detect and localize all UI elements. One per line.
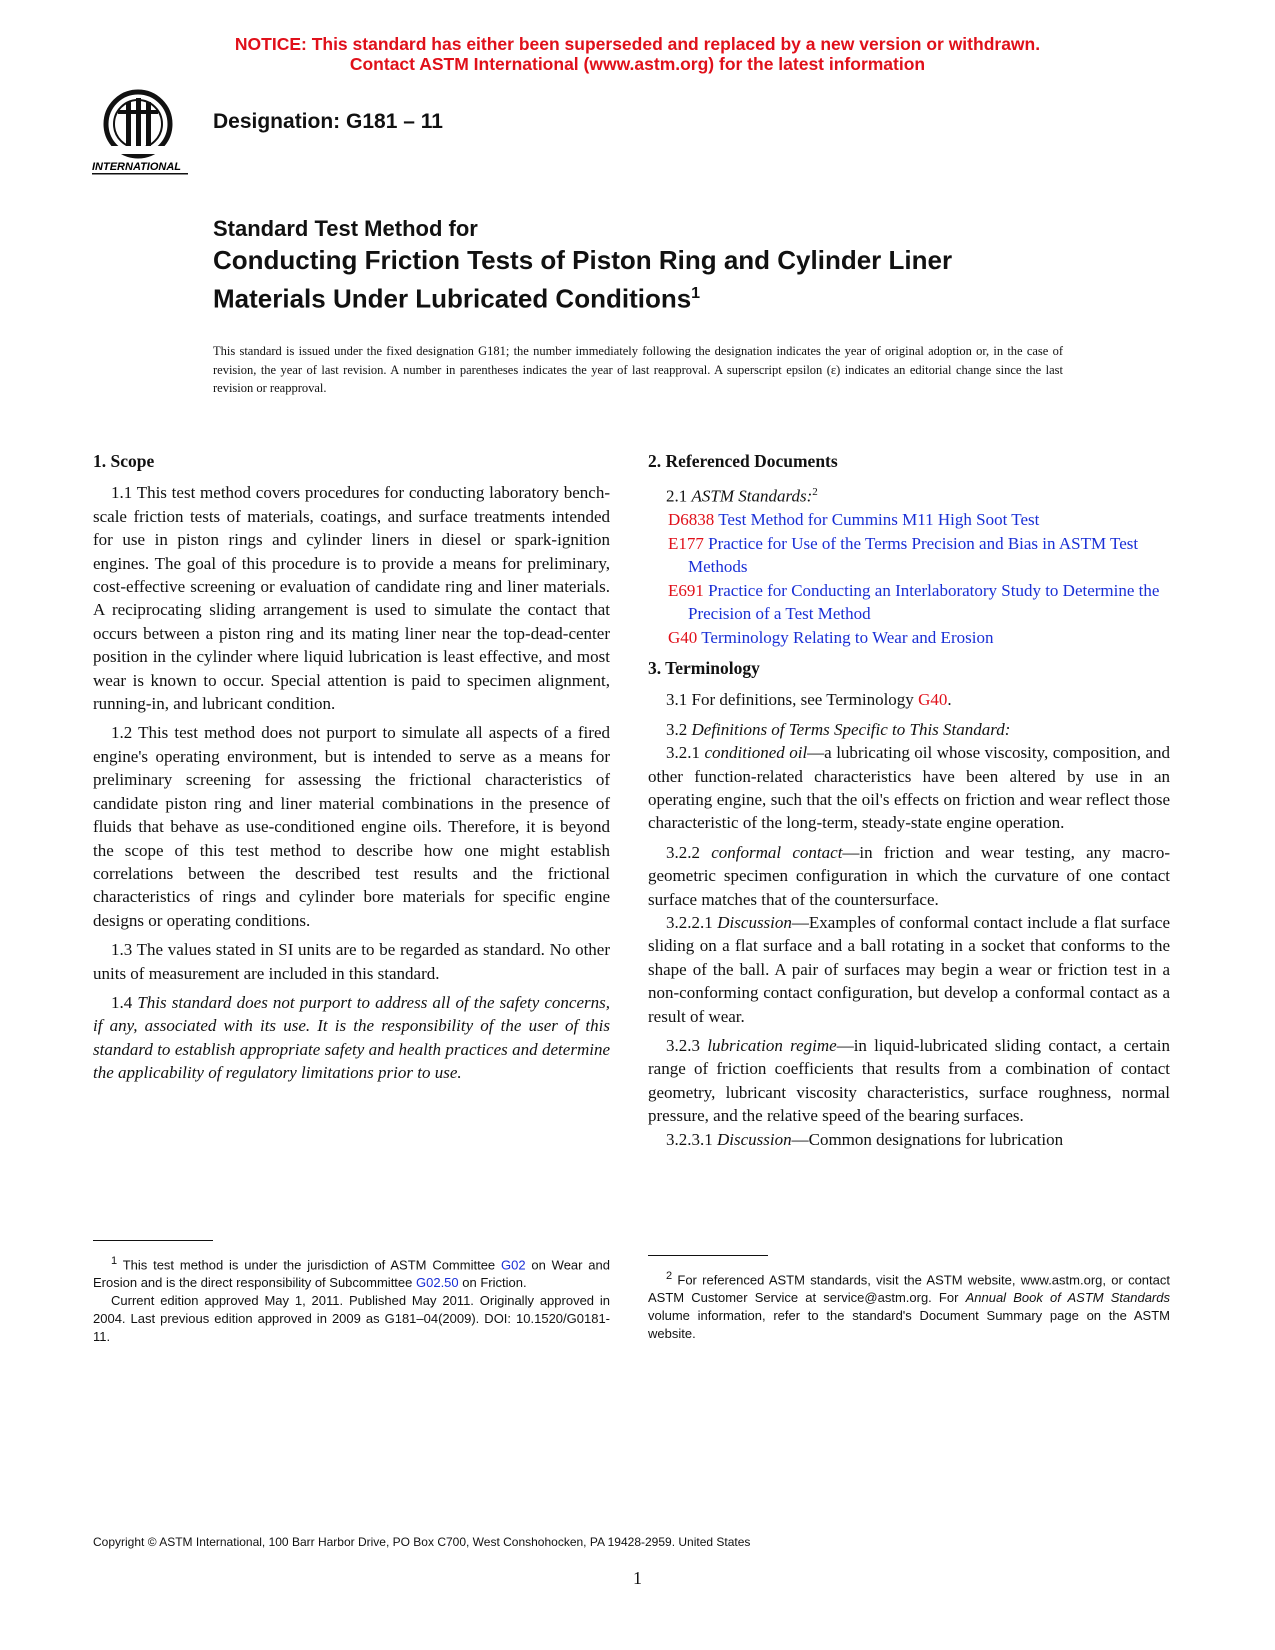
scope-heading: 1. Scope <box>93 451 155 471</box>
footnote-1-mark: 1 <box>111 1255 118 1267</box>
term-lubrication-regime: lubrication regime <box>707 1036 837 1055</box>
terminology-3-2-2 <box>648 841 1170 911</box>
title-line-3-text: Materials Under Lubricated Conditions <box>213 283 692 314</box>
reference-item[interactable] <box>648 579 1170 626</box>
footnote-divider <box>648 1255 768 1256</box>
footnote-text: For referenced ASTM standards, visit the ASTM website, www.astm.org, or contact ASTM Customer Service at service@astm.org. For <box>648 1272 1170 1306</box>
annual-book-title: Annual Book of ASTM Standards <box>965 1290 1170 1306</box>
reference-title[interactable]: Practice for Use of the Terms Precision and Bias in ASTM Test Methods <box>688 533 1139 577</box>
references-2-1-label: ASTM Standards: <box>691 487 813 507</box>
term-discussion: Discussion <box>717 912 792 932</box>
document-title <box>213 214 1093 316</box>
reference-code[interactable]: G40 <box>668 627 698 647</box>
superseded-notice <box>0 34 1275 74</box>
reference-title[interactable]: Test Method for Cummins M11 High Soot Test <box>718 510 1040 530</box>
reference-item[interactable] <box>648 626 1170 649</box>
references-2-1 <box>648 481 1170 508</box>
reference-code[interactable]: E691 <box>668 580 704 600</box>
terminology-3-2-label: Definitions of Terms Specific to This Standard: <box>691 719 1011 739</box>
terminology-3-1-text: 3.1 For definitions, see Terminology <box>666 690 919 710</box>
scope-1-4 <box>93 991 610 1085</box>
copyright: Copyright © ASTM International, 100 Barr Harbor Drive, PO Box C700, West Conshohocken, PA 19428-2959. United States <box>93 1535 751 1549</box>
footnote-1-jurisdiction <box>93 1252 610 1292</box>
term-definition: —Common designations for lubrication <box>791 1129 1064 1149</box>
reference-code[interactable]: E177 <box>668 533 704 553</box>
footnote-divider <box>93 1240 213 1241</box>
terminology-3-2-3-1 <box>648 1128 1170 1151</box>
subcommittee-g02-50-link[interactable]: G02.50 <box>416 1275 459 1291</box>
references-heading: 2. Referenced Documents <box>648 451 838 471</box>
right-column <box>648 450 1170 1151</box>
scope-1-2: 1.2 This test method does not purport to simulate all aspects of a fired engine's operating environment, but is intended to serve as a means for preliminary screening for assessing the frictional characteristics of candidate piston ring and liner material combinations in the presence of fluids that behave as use-conditioned engine oils. Therefore, it is beyond the scope of this test method to describe how one might establish correlations between the described test results and the frictional characteristics of rings and cylinder bore materials for specific engine designs or operating conditions. <box>93 723 610 930</box>
terminology-3-2-1 <box>648 741 1170 835</box>
terminology-3-1 <box>648 688 1170 711</box>
term-conditioned-oil: conditioned oil <box>704 743 808 763</box>
scope-1-3: 1.3 The values stated in SI units are to be regarded as standard. No other units of measurement are included in this standard. <box>93 940 610 983</box>
reference-title[interactable]: Practice for Conducting an Interlaboratory Study to Determine the Precision of a Test Method <box>688 580 1160 624</box>
scope-1-4-text: This standard does not purport to address all of the safety concerns, if any, associated with its use. It is the responsibility of the user of this standard to establish appropriate safety and health practices and determine the applicability of regulatory limitations prior to use. <box>93 992 610 1083</box>
term-definition: —a lubricating oil whose viscosity, composition, and other function-related characteristics have been altered by use in an operating engine, such that the oil's effects on friction and wear reflect those characteristic of the long-term, steady-state engine operation. <box>648 743 1171 833</box>
term-conformal-contact: conformal contact <box>711 842 843 862</box>
reference-item[interactable] <box>648 508 1170 531</box>
footnote-text: on Friction. <box>458 1275 527 1291</box>
footnote-1-edition: Current edition approved May 1, 2011. Published May 2011. Originally approved in 2004. Last previous edition approved in 2009 as G181–04(2009). DOI: 10.1520/G0181-11. <box>93 1293 610 1345</box>
footnote-2-mark: 2 <box>666 1270 673 1282</box>
term-num: 3.2.2 <box>666 842 712 862</box>
terminology-3-2-num: 3.2 <box>666 719 692 739</box>
title-line-3 <box>213 277 1093 316</box>
page-number: 1 <box>633 1568 642 1588</box>
term-discussion: Discussion <box>717 1129 792 1149</box>
title-footnote-mark: 1 <box>691 285 701 302</box>
term-definition: —in friction and wear testing, any macro-geometric specimen configuration in which the curvature of one contact surface matches that of the countersurface. <box>648 842 1170 909</box>
references-footnote-mark: 2 <box>812 486 818 499</box>
logo-subtitle: INTERNATIONAL <box>92 161 182 173</box>
terminology-3-2-2-1 <box>648 911 1170 1028</box>
term-num: 3.2.3.1 <box>666 1129 717 1149</box>
term-definition: —in liquid-lubricated sliding contact, a certain range of friction coefficients that results from a combination of contact geometry, lubricant viscosity characteristics, surface roughness, normal pressure, and the relative speed of the bearing surfaces. <box>648 1036 1170 1126</box>
terminology-3-2 <box>648 718 1170 741</box>
scope-1-1: 1.1 This test method covers procedures for conducting laboratory bench-scale friction tests of materials, coatings, and surface treatments intended for use in piston rings and cylinder liners in diesel or spark-ignition engines. The goal of this procedure is to provide a means for preliminary, cost-effective screening or evaluation of candidate ring and liner materials. A reciprocating sliding arrangement is used to simulate the contact that occurs between a piston ring and its mating liner near the top-dead-center position in the cylinder where liquid lubrication is least effective, and most wear is known to occur. Special attention is paid to specimen alignment, running-in, and lubricant condition. <box>93 483 610 714</box>
footnote-text: This test method is under the jurisdiction of ASTM Committee <box>117 1257 501 1273</box>
notice-line-1: NOTICE: This standard has either been superseded and replaced by a new version or withdrawn. <box>234 34 1041 54</box>
astm-logo-icon <box>90 88 198 180</box>
footnote-1 <box>93 1252 610 1346</box>
term-num: 3.2.3 <box>666 1036 708 1055</box>
terminology-g40-link[interactable]: G40 <box>918 690 948 710</box>
terminology-3-1-end: . <box>947 690 952 710</box>
footnote-2-text <box>648 1267 1170 1343</box>
scope-1-4-num: 1.4 <box>111 992 138 1012</box>
footnote-2 <box>648 1267 1170 1343</box>
reference-title[interactable]: Terminology Relating to Wear and Erosion <box>701 627 994 647</box>
terminology-heading: 3. Terminology <box>648 657 760 678</box>
notice-line-2: Contact ASTM International (www.astm.org) for the latest information <box>349 54 926 74</box>
term-definition: —Examples of conformal contact include a flat surface sliding on a flat surface and a ball rotating in a socket that conforms to the shape of the ball. A pair of surfaces may begin a wear or friction test in a non-conforming contact configuration, but develop a conformal contact as a result of wear. <box>648 912 1171 1026</box>
title-line-1: Standard Test Method for <box>213 216 478 241</box>
issue-note: This standard is issued under the fixed designation G181; the number immediately following the designation indicates the year of original adoption or, in the case of revision, the year of last revision. A number in parentheses indicates the year of last reapproval. A superscript epsilon (ε) indicates an editorial change since the last revision or reapproval. <box>213 344 1063 395</box>
terminology-3-2-3 <box>648 1034 1170 1128</box>
reference-item[interactable] <box>648 532 1170 579</box>
title-line-2: Conducting Friction Tests of Piston Ring and Cylinder Liner <box>213 245 953 275</box>
astm-logo <box>90 88 198 180</box>
footnote-text: volume information, refer to the standard's Document Summary page on the ASTM website. <box>648 1308 1170 1342</box>
term-num: 3.2.1 <box>666 743 705 763</box>
committee-g02-link[interactable]: G02 <box>500 1257 526 1273</box>
designation: Designation: G181 – 11 <box>213 110 443 133</box>
footnote-text: on Wear and Erosion and is the direct responsibility of Subcommittee <box>93 1257 610 1291</box>
references-2-1-num: 2.1 <box>666 487 692 507</box>
left-column <box>93 450 610 1091</box>
reference-code[interactable]: D6838 <box>668 510 715 530</box>
term-num: 3.2.2.1 <box>666 912 718 932</box>
